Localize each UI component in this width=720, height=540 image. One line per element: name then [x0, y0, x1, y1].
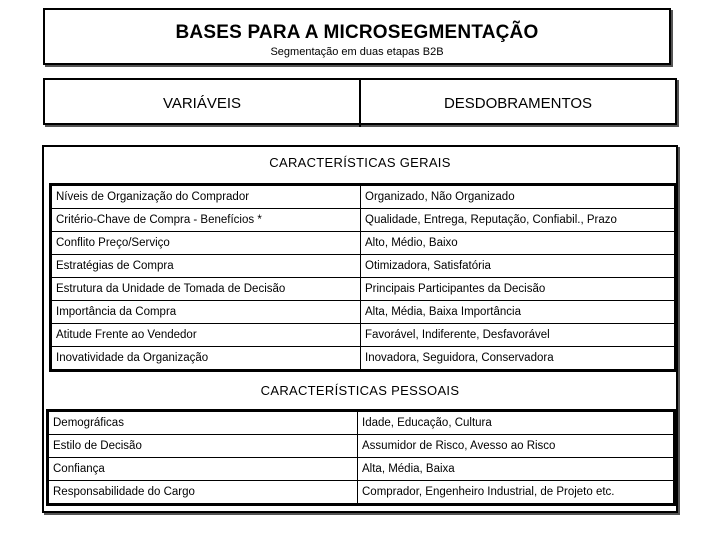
- breakdown-cell: Organizado, Não Organizado: [361, 186, 675, 209]
- general-section-title: CARACTERÍSTICAS GERAIS: [269, 155, 451, 170]
- variable-cell: Importância da Compra: [52, 301, 361, 324]
- breakdown-cell: Alta, Média, Baixa: [358, 458, 674, 481]
- variable-cell: Inovatividade da Organização: [52, 347, 361, 370]
- breakdown-cell: Otimizadora, Satisfatória: [361, 255, 675, 278]
- variable-cell: Responsabilidade do Cargo: [49, 481, 358, 504]
- breakdown-cell: Inovadora, Seguidora, Conservadora: [361, 347, 675, 370]
- breakdown-cell: Favorável, Indiferente, Desfavorável: [361, 324, 675, 347]
- variable-cell: Atitude Frente ao Vendedor: [52, 324, 361, 347]
- page-subtitle: Segmentação em duas etapas B2B: [270, 46, 444, 58]
- table-row: [49, 412, 674, 435]
- table-row: [52, 347, 675, 370]
- personal-table: [48, 411, 674, 504]
- variable-cell: Estrutura da Unidade de Tomada de Decisão: [52, 278, 361, 301]
- personal-section-title: CARACTERÍSTICAS PESSOAIS: [260, 383, 460, 398]
- characteristics-box: [42, 145, 678, 513]
- breakdown-cell: Qualidade, Entrega, Reputação, Confiabil., Prazo: [361, 209, 675, 232]
- table-row: [52, 209, 675, 232]
- table-row: [49, 435, 674, 458]
- table-row: [52, 301, 675, 324]
- variable-cell: Confiança: [49, 458, 358, 481]
- variable-cell: Critério-Chave de Compra - Benefícios *: [52, 209, 361, 232]
- table-row: [52, 255, 675, 278]
- variable-cell: Demográficas: [49, 412, 358, 435]
- breakdown-cell: Comprador, Engenheiro Industrial, de Projeto etc.: [358, 481, 674, 504]
- header-breakdowns: DESDOBRAMENTOS: [443, 95, 593, 112]
- variable-cell: Níveis de Organização do Comprador: [52, 186, 361, 209]
- general-table: [51, 185, 675, 370]
- table-row: [52, 232, 675, 255]
- variable-cell: Estilo de Decisão: [49, 435, 358, 458]
- variable-cell: Estratégias de Compra: [52, 255, 361, 278]
- breakdown-cell: Alto, Médio, Baixo: [361, 232, 675, 255]
- column-header-box: [43, 78, 677, 125]
- breakdown-cell: Assumidor de Risco, Avesso ao Risco: [358, 435, 674, 458]
- variable-cell: Conflito Preço/Serviço: [52, 232, 361, 255]
- breakdown-cell: Idade, Educação, Cultura: [358, 412, 674, 435]
- table-row: [52, 324, 675, 347]
- table-row: [52, 186, 675, 209]
- breakdown-cell: Alta, Média, Baixa Importância: [361, 301, 675, 324]
- header-variables: VARIÁVEIS: [162, 95, 242, 112]
- table-row: [49, 481, 674, 504]
- table-row: [52, 278, 675, 301]
- table-row: [49, 458, 674, 481]
- breakdown-cell: Principais Participantes da Decisão: [361, 278, 675, 301]
- title-box: [43, 8, 671, 65]
- page-title: BASES PARA A MICROSEGMENTAÇÃO: [175, 22, 539, 43]
